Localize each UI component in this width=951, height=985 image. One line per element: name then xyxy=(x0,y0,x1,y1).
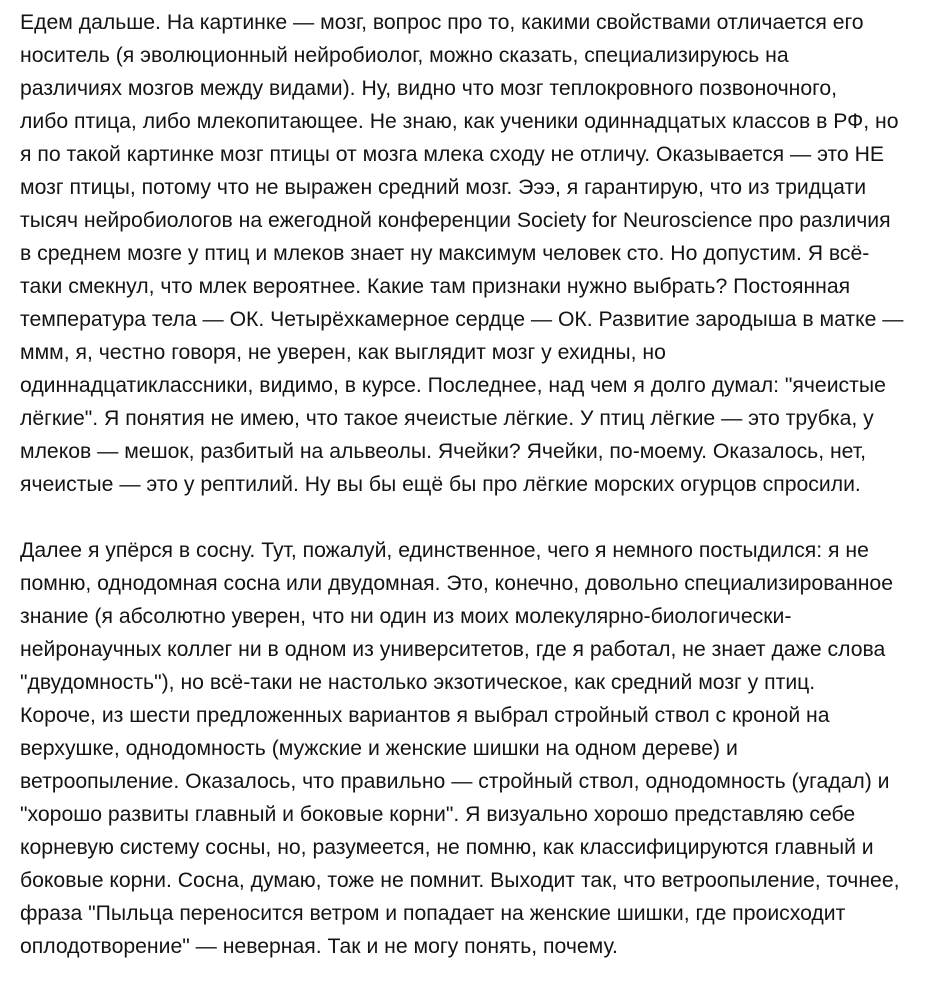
paragraph-brain: Едем дальше. На картинке — мозг, вопрос про то, какими свойствами отличается его носитель (я эволюционный нейробиолог, можно сказать, специализируюсь на различиях мозгов между видами). Ну, видно что мозг теплокровного позвоночного, либо птица, либо млекопитающее. Не знаю, как ученики одиннадцатых классов в РФ, но я по такой картинке мозг птицы от мозга млека сходу не отличу. Оказывается — это НЕ мозг птицы, потому что не выражен средний мозг. Эээ, я гарантирую, что из тридцати тысяч нейробиологов на ежегодной конференции Society for Neuroscience про различия в среднем мозге у птиц и млеков знает ну максимум человек сто. Но допустим. Я всё- таки смекнул, что млек вероятнее. Какие там признаки нужно выбрать? Постоянная температура тела — ОК. Четырёхкамерное сердце — ОК. Развитие зародыша в матке — ммм, я, честно говоря, не уверен, как выглядит мозг у ехидны, но одиннадцатиклассники, видимо, в курсе. Последнее, над чем я долго думал: "ячеистые лёгкие". Я понятия не имею, что такое ячеистые лёгкие. У птиц лёгкие — это трубка, у млеков — мешок, разбитый на альвеолы. Ячейки? Ячейки, по-моему. Оказалось, нет, ячеистые — это у рептилий. Ну вы бы ещё бы про лёгкие морских огурцов спросили. xyxy=(20,11,904,496)
paragraph-pine: Далее я упёрся в сосну. Тут, пожалуй, единственное, чего я немного постыдился: я не помню, однодомная сосна или двудомная. Это, конечно, довольно специализированное знание (я абсолютно уверен, что ни один из моих молекулярно-биологически- нейронаучных коллег ни в одном из университетов, где я работал, не знает даже слова "двудомность"), но всё-таки не настолько экзотическое, как средний мозг у птиц. Короче, из шести предложенных вариантов я выбрал стройный ствол с кроной на верхушке, однодомность (мужские и женские шишки на одном дереве) и ветроопыление. Оказалось, что правильно — стройный ствол, однодомность (угадал) и "хорошо развиты главный и боковые корни". Я визуально хорошо представляю себе корневую систему сосны, но, разумеется, не помню, как классифицируются главный и боковые корни. Сосна, думаю, тоже не помнит. Выходит так, что ветроопыление, точнее, фраза "Пыльца переносится ветром и попадает на женские шишки, где происходит оплодотворение" — неверная. Так и не могу понять, почему. xyxy=(20,539,900,958)
